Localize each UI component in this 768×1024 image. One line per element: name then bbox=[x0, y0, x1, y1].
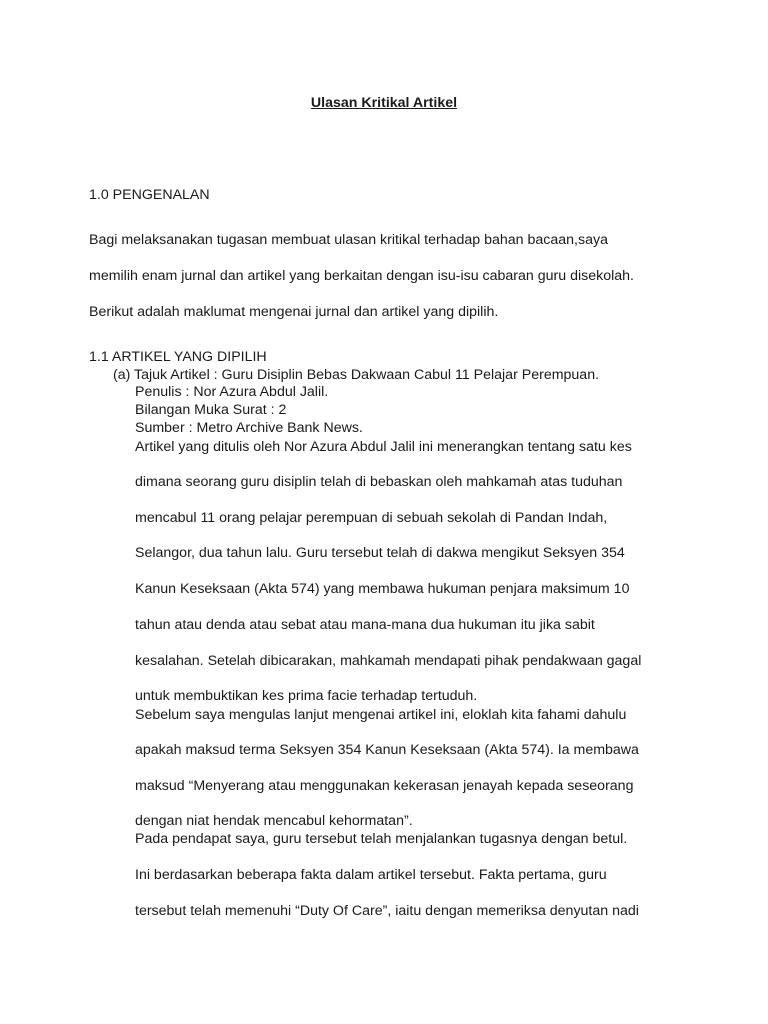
paragraph-line: apakah maksud terma Seksyen 354 Kanun Keseksaan (Akta 574). Ia membawa bbox=[135, 742, 639, 758]
item-a-pages: Bilangan Muka Surat : 2 bbox=[135, 402, 287, 418]
intro-line: Bagi melaksanakan tugasan membuat ulasan kritikal terhadap bahan bacaan,saya bbox=[89, 232, 608, 248]
item-a-author: Penulis : Nor Azura Abdul Jalil. bbox=[135, 384, 329, 400]
paragraph-line: maksud “Menyerang atau menggunakan kekerasan jenayah kepada seseorang bbox=[135, 778, 634, 794]
paragraph-line: Selangor, dua tahun lalu. Guru tersebut telah di dakwa mengikut Seksyen 354 bbox=[135, 545, 625, 561]
paragraph-line: Pada pendapat saya, guru tersebut telah menjalankan tugasnya dengan betul. bbox=[135, 831, 628, 847]
paragraph-line: Artikel yang ditulis oleh Nor Azura Abdul Jalil ini menerangkan tentang satu kes bbox=[135, 439, 632, 455]
paragraph-line: Sebelum saya mengulas lanjut mengenai artikel ini, eloklah kita fahami dahulu bbox=[135, 707, 627, 723]
paragraph-line: dengan niat hendak mencabul kehormatan”. bbox=[135, 813, 413, 829]
subsection-heading: 1.1 ARTIKEL YANG DIPILIH bbox=[89, 349, 267, 365]
item-a-source: Sumber : Metro Archive Bank News. bbox=[135, 420, 363, 436]
intro-line: Berikut adalah maklumat mengenai jurnal dan artikel yang dipilih. bbox=[89, 304, 499, 320]
paragraph-line: Ini berdasarkan beberapa fakta dalam artikel tersebut. Fakta pertama, guru bbox=[135, 867, 607, 883]
paragraph-line: untuk membuktikan kes prima facie terhadap tertuduh. bbox=[135, 688, 478, 704]
paragraph-line: Kanun Keseksaan (Akta 574) yang membawa hukuman penjara maksimum 10 bbox=[135, 581, 630, 597]
item-a-title: (a) Tajuk Artikel : Guru Disiplin Bebas Dakwaan Cabul 11 Pelajar Perempuan. bbox=[113, 367, 600, 383]
paragraph-line: kesalahan. Setelah dibicarakan, mahkamah mendapati pihak pendakwaan gagal bbox=[135, 653, 642, 669]
paragraph-line: tersebut telah memenuhi “Duty Of Care”, iaitu dengan memeriksa denyutan nadi bbox=[135, 903, 639, 919]
paragraph-line: tahun atau denda atau sebat atau mana-mana dua hukuman itu jika sabit bbox=[135, 617, 595, 633]
section-heading: 1.0 PENGENALAN bbox=[89, 187, 210, 203]
paragraph-line: mencabul 11 orang pelajar perempuan di sebuah sekolah di Pandan Indah, bbox=[135, 510, 608, 526]
document-title: Ulasan Kritikal Artikel bbox=[310, 95, 458, 111]
intro-line: memilih enam jurnal dan artikel yang berkaitan dengan isu-isu cabaran guru disekolah. bbox=[89, 268, 634, 284]
paragraph-line: dimana seorang guru disiplin telah di bebaskan oleh mahkamah atas tuduhan bbox=[135, 474, 623, 490]
